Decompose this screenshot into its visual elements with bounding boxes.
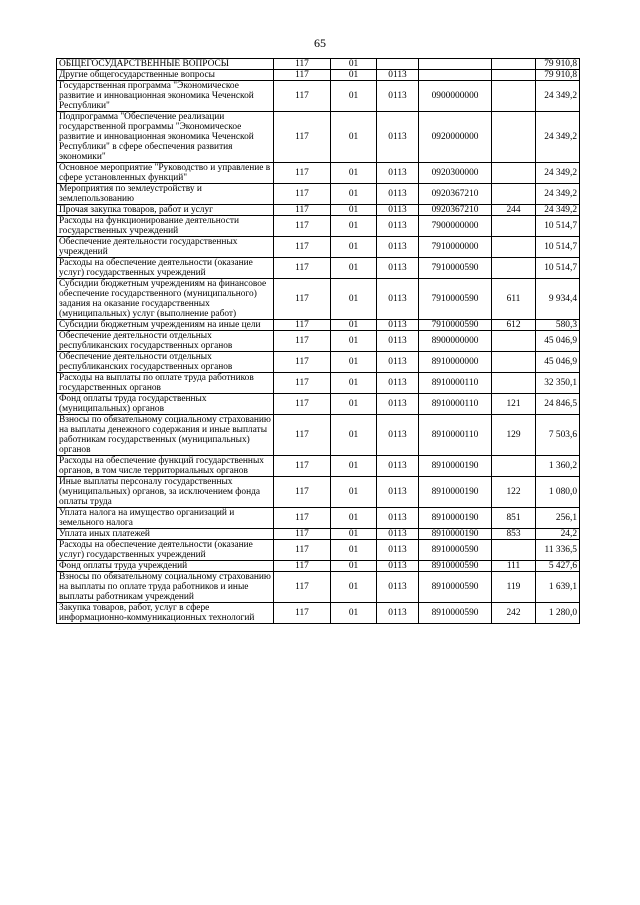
row-ved-cell: 117 [274,163,331,184]
row-pr-cell: 0113 [377,70,419,81]
row-name-cell: ОБЩЕГОСУДАРСТВЕННЫЕ ВОПРОСЫ [57,59,274,70]
row-sum-cell: 10 514,7 [536,258,580,279]
row-rz-cell: 01 [331,529,377,540]
budget-table [56,58,580,624]
row-ved-cell: 117 [274,415,331,456]
row-rz-cell: 01 [331,373,377,394]
row-name-cell: Фонд оплаты труда учреждений [57,561,274,572]
row-csr-cell: 8910000190 [419,529,492,540]
row-rz-cell: 01 [331,184,377,205]
budget-table-body [57,59,580,624]
row-ved-cell: 117 [274,603,331,624]
row-pr-cell: 0113 [377,216,419,237]
row-csr-cell: 0920300000 [419,163,492,184]
row-vr-cell [492,258,536,279]
row-vr-cell [492,59,536,70]
row-ved-cell: 117 [274,352,331,373]
row-vr-cell: 129 [492,415,536,456]
table-row [57,394,580,415]
row-pr-cell: 0113 [377,112,419,163]
table-row [57,81,580,112]
row-name-cell: Расходы на обеспечение деятельности (оказание услуг) государственных учреждений [57,258,274,279]
row-name-cell: Расходы на обеспечение деятельности (оказание услуг) государственных учреждений [57,540,274,561]
row-pr-cell: 0113 [377,258,419,279]
row-vr-cell: 111 [492,561,536,572]
row-vr-cell [492,163,536,184]
row-ved-cell: 117 [274,331,331,352]
row-name-cell: Обеспечение деятельности государственных учреждений [57,237,274,258]
row-name-cell: Закупка товаров, работ, услуг в сфере информационно-коммуникационных технологий [57,603,274,624]
table-row [57,112,580,163]
row-rz-cell: 01 [331,603,377,624]
row-ved-cell: 117 [274,112,331,163]
row-rz-cell: 01 [331,456,377,477]
row-sum-cell: 1 080,0 [536,477,580,508]
page-number: 65 [314,36,326,50]
table-row [57,373,580,394]
row-name-cell: Иные выплаты персоналу государственных (муниципальных) органов, за исключением фонда оплаты труда [57,477,274,508]
row-sum-cell: 10 514,7 [536,216,580,237]
row-name-cell: Фонд оплаты труда государственных (муниципальных) органов [57,394,274,415]
row-sum-cell: 11 336,5 [536,540,580,561]
row-sum-cell: 24 349,2 [536,184,580,205]
row-pr-cell: 0113 [377,529,419,540]
row-vr-cell: 611 [492,279,536,320]
row-rz-cell: 01 [331,540,377,561]
row-name-cell: Субсидии бюджетным учреждениям на иные цели [57,320,274,331]
table-row [57,279,580,320]
row-pr-cell: 0113 [377,320,419,331]
row-ved-cell: 117 [274,81,331,112]
row-ved-cell: 117 [274,258,331,279]
row-vr-cell [492,81,536,112]
row-sum-cell: 10 514,7 [536,237,580,258]
row-name-cell: Обеспечение деятельности отдельных республиканских государственных органов [57,352,274,373]
table-row [57,540,580,561]
row-ved-cell: 117 [274,529,331,540]
table-row [57,163,580,184]
row-sum-cell: 24,2 [536,529,580,540]
row-pr-cell: 0113 [377,81,419,112]
row-csr-cell: 7910000000 [419,237,492,258]
row-sum-cell: 7 503,6 [536,415,580,456]
row-csr-cell: 8910000110 [419,415,492,456]
row-name-cell: Расходы на выплаты по оплате труда работников государственных органов [57,373,274,394]
row-sum-cell: 24 349,2 [536,81,580,112]
row-ved-cell: 117 [274,205,331,216]
row-name-cell: Основное мероприятие "Руководство и управление в сфере установленных функций" [57,163,274,184]
row-rz-cell: 01 [331,561,377,572]
row-sum-cell: 32 350,1 [536,373,580,394]
row-vr-cell: 122 [492,477,536,508]
row-pr-cell: 0113 [377,279,419,320]
row-ved-cell: 117 [274,59,331,70]
row-sum-cell: 24 349,2 [536,205,580,216]
row-vr-cell [492,331,536,352]
row-sum-cell: 79 910,8 [536,70,580,81]
row-pr-cell: 0113 [377,331,419,352]
row-rz-cell: 01 [331,508,377,529]
table-row [57,508,580,529]
row-csr-cell: 8910000110 [419,373,492,394]
row-csr-cell: 8910000590 [419,540,492,561]
row-csr-cell: 8910000190 [419,477,492,508]
row-csr-cell: 0920367210 [419,205,492,216]
row-ved-cell: 117 [274,508,331,529]
row-vr-cell: 612 [492,320,536,331]
row-pr-cell: 0113 [377,415,419,456]
row-rz-cell: 01 [331,59,377,70]
row-name-cell: Взносы по обязательному социальному страхованию на выплаты по оплате труда работников и иные выплаты работникам учреждений [57,572,274,603]
row-vr-cell: 851 [492,508,536,529]
row-pr-cell: 0113 [377,540,419,561]
row-rz-cell: 01 [331,572,377,603]
table-row [57,572,580,603]
row-name-cell: Взносы по обязательному социальному страхованию на выплаты денежного содержания и иные выплаты работникам государственных (муниципальных) органов [57,415,274,456]
row-csr-cell: 8900000000 [419,331,492,352]
row-sum-cell: 45 046,9 [536,352,580,373]
row-csr-cell: 7910000590 [419,258,492,279]
row-csr-cell: 8910000590 [419,603,492,624]
row-sum-cell: 24 349,2 [536,112,580,163]
row-rz-cell: 01 [331,70,377,81]
row-rz-cell: 01 [331,205,377,216]
row-pr-cell: 0113 [377,477,419,508]
row-vr-cell: 119 [492,572,536,603]
row-pr-cell: 0113 [377,603,419,624]
row-rz-cell: 01 [331,394,377,415]
row-ved-cell: 117 [274,237,331,258]
row-vr-cell: 853 [492,529,536,540]
row-sum-cell: 45 046,9 [536,331,580,352]
row-ved-cell: 117 [274,373,331,394]
row-pr-cell: 0113 [377,373,419,394]
row-ved-cell: 117 [274,216,331,237]
row-pr-cell: 0113 [377,237,419,258]
row-csr-cell: 7910000590 [419,320,492,331]
row-vr-cell [492,352,536,373]
row-rz-cell: 01 [331,112,377,163]
row-csr-cell: 7900000000 [419,216,492,237]
table-row [57,216,580,237]
row-rz-cell: 01 [331,279,377,320]
row-vr-cell [492,70,536,81]
table-row [57,603,580,624]
row-pr-cell: 0113 [377,205,419,216]
row-pr-cell: 0113 [377,456,419,477]
row-ved-cell: 117 [274,477,331,508]
row-pr-cell: 0113 [377,508,419,529]
table-row [57,320,580,331]
row-sum-cell: 1 280,0 [536,603,580,624]
row-vr-cell [492,456,536,477]
table-row [57,529,580,540]
table-row [57,59,580,70]
row-pr-cell: 0113 [377,184,419,205]
row-rz-cell: 01 [331,216,377,237]
table-row [57,456,580,477]
row-vr-cell [492,373,536,394]
row-csr-cell: 0920367210 [419,184,492,205]
table-row [57,352,580,373]
row-sum-cell: 580,3 [536,320,580,331]
row-vr-cell: 242 [492,603,536,624]
row-name-cell: Расходы на функционирование деятельности государственных учреждений [57,216,274,237]
row-rz-cell: 01 [331,477,377,508]
row-sum-cell: 1 639,1 [536,572,580,603]
row-csr-cell [419,70,492,81]
row-sum-cell: 256,1 [536,508,580,529]
row-name-cell: Государственная программа "Экономическое развитие и инновационная экономика Чеченской Республики" [57,81,274,112]
row-name-cell: Прочая закупка товаров, работ и услуг [57,205,274,216]
row-pr-cell: 0113 [377,572,419,603]
row-sum-cell: 5 427,6 [536,561,580,572]
table-row [57,184,580,205]
table-row [57,237,580,258]
row-rz-cell: 01 [331,237,377,258]
row-vr-cell: 121 [492,394,536,415]
row-sum-cell: 24 846,5 [536,394,580,415]
row-ved-cell: 117 [274,320,331,331]
row-rz-cell: 01 [331,320,377,331]
row-rz-cell: 01 [331,163,377,184]
row-ved-cell: 117 [274,540,331,561]
row-vr-cell [492,112,536,163]
row-sum-cell: 9 934,4 [536,279,580,320]
row-pr-cell: 0113 [377,394,419,415]
table-row [57,205,580,216]
row-csr-cell: 8910000590 [419,561,492,572]
row-ved-cell: 117 [274,394,331,415]
row-rz-cell: 01 [331,258,377,279]
row-pr-cell: 0113 [377,561,419,572]
row-name-cell: Подпрограмма "Обеспечение реализации государственной программы "Экономическое развитие и инновационная экономика Чеченской Республики" в сфере обеспечения развития экономики" [57,112,274,163]
row-ved-cell: 117 [274,184,331,205]
row-name-cell: Обеспечение деятельности отдельных республиканских государственных органов [57,331,274,352]
table-row [57,477,580,508]
row-csr-cell: 8910000110 [419,394,492,415]
row-name-cell: Уплата налога на имущество организаций и земельного налога [57,508,274,529]
row-name-cell: Мероприятия по землеустройству и землепользованию [57,184,274,205]
row-csr-cell: 0920000000 [419,112,492,163]
row-vr-cell [492,216,536,237]
table-row [57,331,580,352]
row-csr-cell: 8910000190 [419,456,492,477]
table-row [57,561,580,572]
row-vr-cell: 244 [492,205,536,216]
row-rz-cell: 01 [331,331,377,352]
row-vr-cell [492,540,536,561]
row-rz-cell: 01 [331,81,377,112]
row-rz-cell: 01 [331,352,377,373]
row-ved-cell: 117 [274,572,331,603]
row-csr-cell [419,59,492,70]
row-csr-cell: 8910000000 [419,352,492,373]
row-name-cell: Уплата иных платежей [57,529,274,540]
row-pr-cell [377,59,419,70]
row-csr-cell: 8910000590 [419,572,492,603]
row-ved-cell: 117 [274,561,331,572]
row-ved-cell: 117 [274,70,331,81]
row-name-cell: Субсидии бюджетным учреждениям на финансовое обеспечение государственного (муниципального) задания на оказание государственных (муниципальных) услуг (выполнение работ) [57,279,274,320]
row-csr-cell: 0900000000 [419,81,492,112]
row-name-cell: Расходы на обеспечение функций государственных органов, в том числе территориальных органов [57,456,274,477]
table-row [57,258,580,279]
row-sum-cell: 24 349,2 [536,163,580,184]
row-vr-cell [492,237,536,258]
row-pr-cell: 0113 [377,352,419,373]
row-name-cell: Другие общегосударственные вопросы [57,70,274,81]
row-sum-cell: 1 360,2 [536,456,580,477]
table-row [57,70,580,81]
row-sum-cell: 79 910,8 [536,59,580,70]
table-row [57,415,580,456]
row-ved-cell: 117 [274,456,331,477]
row-csr-cell: 7910000590 [419,279,492,320]
row-pr-cell: 0113 [377,163,419,184]
row-vr-cell [492,184,536,205]
row-csr-cell: 8910000190 [419,508,492,529]
row-ved-cell: 117 [274,279,331,320]
row-rz-cell: 01 [331,415,377,456]
